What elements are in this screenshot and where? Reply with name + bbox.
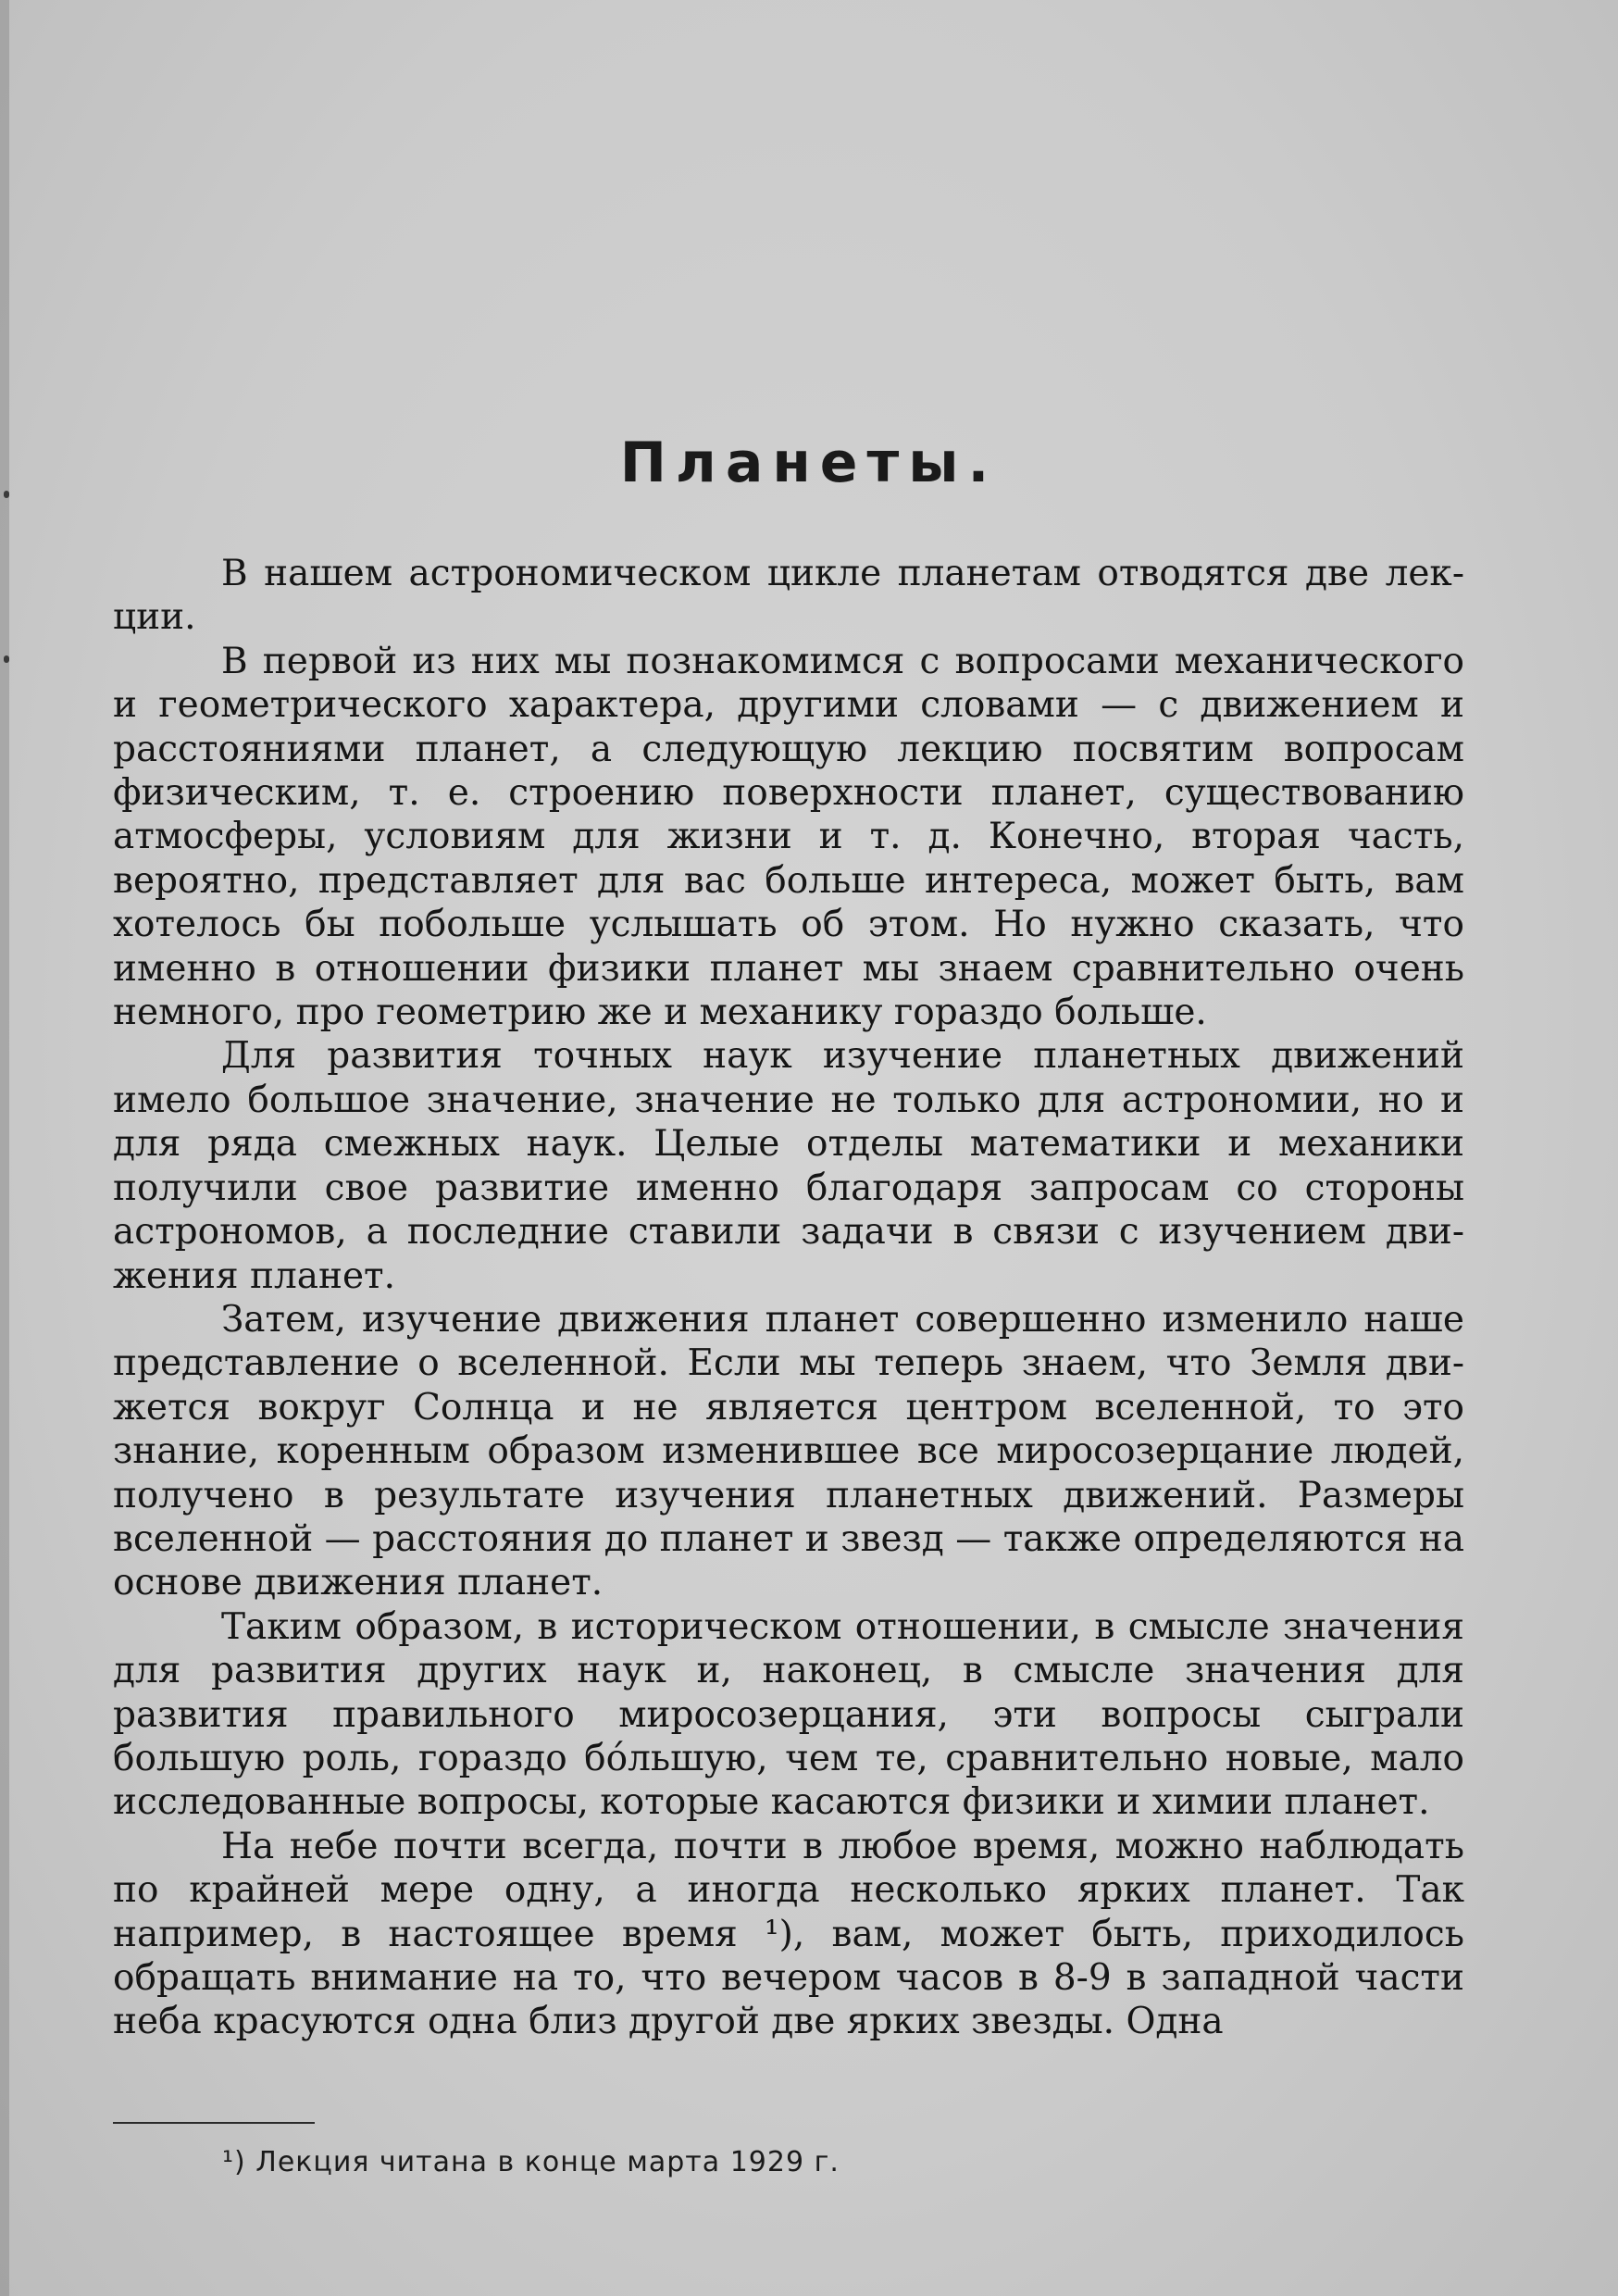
footnote-text: Лекция читана в конце марта 1929 г. bbox=[255, 2146, 840, 2178]
body-text bbox=[113, 552, 1464, 2044]
paragraph: В нашем астрономическом цикле планетам отводятся две лекции. bbox=[113, 553, 1464, 639]
paragraph: Затем, изучение движения планет совершенно изменило наше представление о вселенной. Если мы теперь знаем, что Земля движется вокруг Солнца и не является центром вселенной, то это знание, коренным образом изменившее все миросозерцание людей, получено в результате изучения планетных движений. Размеры вселенной — расстояния до планет и звезд — также определяются на основе движения планет. bbox=[113, 1298, 1464, 1604]
footnote-marker: ¹) bbox=[222, 2146, 246, 2178]
page-edge-shadow bbox=[0, 0, 9, 2296]
paragraph: На небе почти всегда, почти в любое время, можно наблюдать по крайней мере одну, а иногда несколько ярких планет. Так например, в настоящее время ¹), вам, может быть, приходилось обращать внимание на то, что вечером часов в 8-9 в западной части неба красуются одна близ другой две ярких звезды. Одна bbox=[113, 1825, 1464, 2043]
page-title: Планеты. bbox=[619, 430, 999, 495]
paragraph: В первой из них мы познакомимся с вопросами механического и геометрического характера, другими словами — с движением и расстояниями планет, а следующую лекцию посвятим вопросам физическим, т. е. строению поверхности планет, существованию атмосферы, условиям для жизни и т. д. Конечно, вторая часть, вероятно, представляет для вас больше интереса, может быть, вам хотелось бы побольше услышать об этом. Но нужно сказать, что именно в отношении физики планет мы знаем сравнительно очень немного, про геометрию же и механику гораздо больше. bbox=[113, 640, 1464, 1034]
paragraph: Таким образом, в историческом отношении, в смысле значения для развития других наук и, наконец, в смысле значения для развития правильного миросозерцания, эти вопросы сыграли большую роль, гораздо бо́льшую, чем те, сравнительно новые, мало исследованные вопросы, которые касаются физики и химии планет. bbox=[113, 1605, 1464, 1824]
margin-mark bbox=[4, 655, 9, 663]
paragraph: Для развития точных наук изучение планетных движений имело большое значение, значение не только для астрономии, но и для ряда смежных наук. Целые отделы математики и механики получили свое развитие именно благодаря запросам со стороны астрономов, а последние ставили задачи в связи с изучением движения планет. bbox=[113, 1035, 1464, 1297]
footnote-divider bbox=[113, 2122, 315, 2124]
footnote bbox=[222, 2146, 840, 2178]
